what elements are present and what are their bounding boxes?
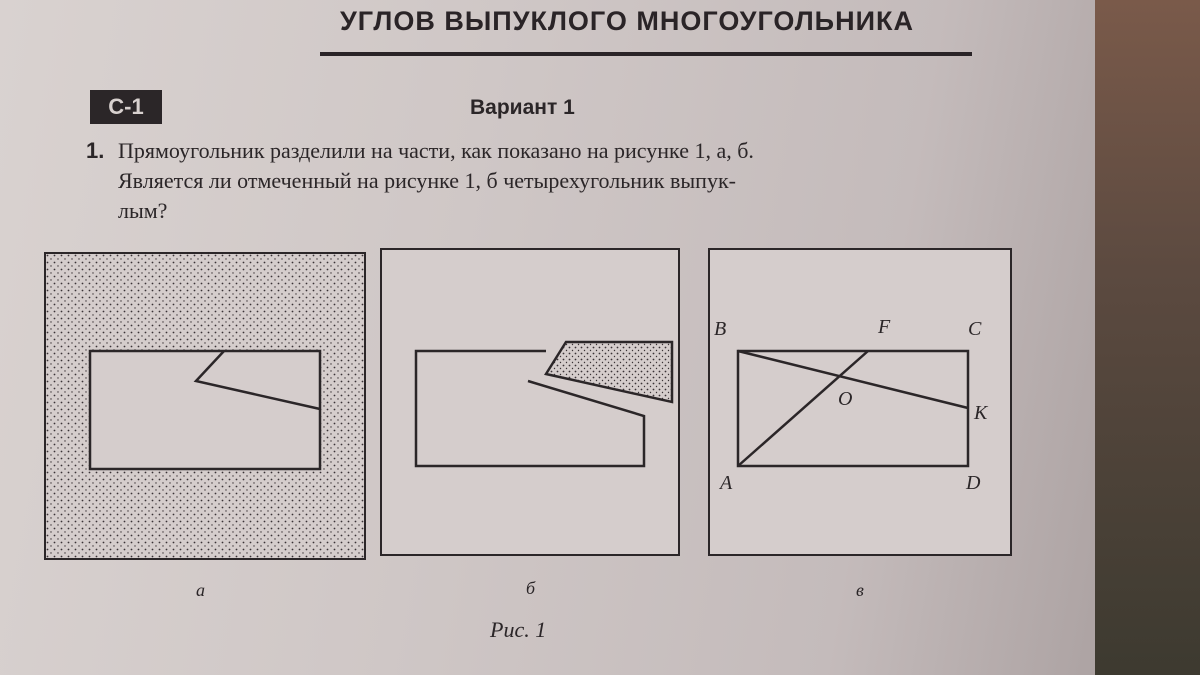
figure-a [44, 252, 366, 560]
point-label-k: K [974, 402, 988, 424]
question-line-1: Прямоугольник разделили на части, как показано на рисунке 1, а, б. [118, 138, 754, 163]
rectangle-abcd [738, 351, 968, 466]
title-underline [320, 52, 972, 56]
figure-caption: Рис. 1 [490, 617, 547, 642]
figure-v [708, 248, 1012, 556]
point-label-a: A [720, 472, 733, 494]
figure-v-drawing [710, 250, 1010, 554]
variant-heading: Вариант 1 [470, 96, 575, 119]
question-line-3: лым? [118, 198, 168, 223]
figure-a-drawing [46, 254, 364, 558]
caption-v: в [856, 580, 864, 600]
point-label-d: D [966, 472, 981, 494]
point-label-b: B [714, 318, 727, 340]
caption-b: б [526, 578, 536, 598]
background-table-edge [1095, 0, 1200, 675]
page-title: УГЛОВ ВЫПУКЛОГО МНОГОУГОЛЬНИКА [340, 6, 914, 36]
point-label-f: F [878, 316, 891, 338]
caption-a: а [196, 580, 205, 600]
inner-rectangle [90, 351, 320, 469]
section-badge: С-1 [90, 90, 162, 124]
figure-b [380, 248, 680, 556]
point-label-c: C [968, 318, 982, 340]
point-label-o: O [838, 388, 853, 410]
question-number: 1. [86, 138, 105, 163]
question-line-2: Является ли отмеченный на рисунке 1, б четырехугольник выпук- [118, 168, 736, 193]
figure-b-drawing [382, 250, 678, 554]
segment-bk [738, 351, 968, 408]
